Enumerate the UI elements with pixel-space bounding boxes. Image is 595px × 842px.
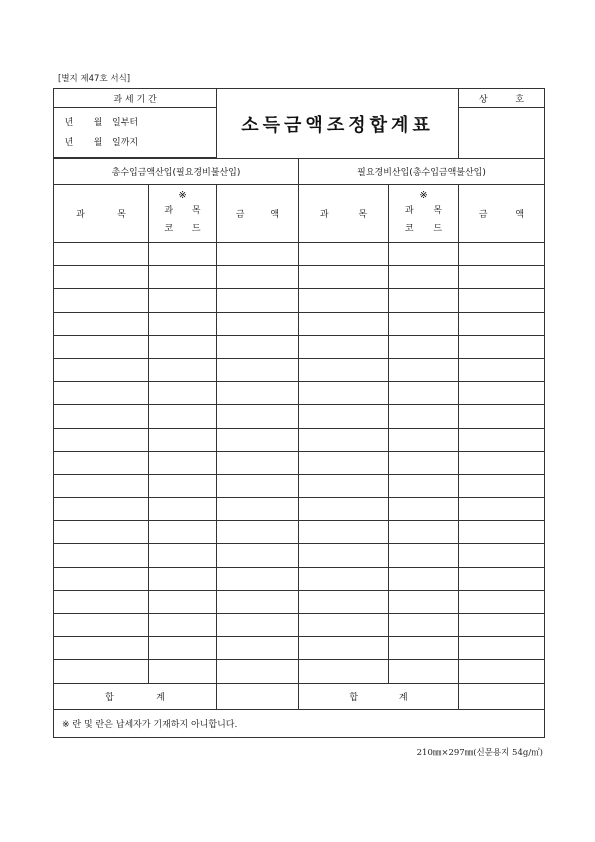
total-amount-left[interactable] [217, 683, 299, 709]
table-row [54, 243, 545, 266]
cell-r-amt[interactable] [459, 614, 545, 637]
cell-r-item[interactable] [299, 614, 389, 637]
cell-r-code[interactable] [389, 544, 459, 567]
cell-r-item[interactable] [299, 266, 389, 289]
total-label-right [299, 683, 459, 709]
adjustment-summary-form [53, 88, 545, 738]
cell-l-item[interactable] [54, 358, 149, 381]
cell-l-amt[interactable] [217, 405, 299, 428]
cell-r-amt[interactable] [459, 358, 545, 381]
col-amount-left [217, 185, 299, 243]
code-b1: 코 [404, 223, 414, 234]
cell-l-amt[interactable] [217, 266, 299, 289]
cell-r-item[interactable] [299, 544, 389, 567]
cell-l-code[interactable] [149, 289, 217, 312]
cell-l-code[interactable] [149, 498, 217, 521]
cell-r-item[interactable] [299, 382, 389, 405]
cell-l-code[interactable] [149, 405, 217, 428]
cell-l-item[interactable] [54, 544, 149, 567]
cell-r-code[interactable] [389, 637, 459, 660]
cell-r-amt[interactable] [459, 451, 545, 474]
cell-r-amt[interactable] [459, 312, 545, 335]
table-row [54, 428, 545, 451]
cell-r-item[interactable] [299, 405, 389, 428]
cell-l-item[interactable] [54, 521, 149, 544]
cell-r-amt[interactable] [459, 660, 545, 683]
cell-l-item[interactable] [54, 382, 149, 405]
cell-r-code[interactable] [389, 382, 459, 405]
cell-l-amt[interactable] [217, 544, 299, 567]
cell-r-code[interactable] [389, 358, 459, 381]
table-row [54, 289, 545, 312]
cell-r-code[interactable] [389, 474, 459, 497]
table-row [54, 405, 545, 428]
cell-r-item[interactable] [299, 428, 389, 451]
section-title-right [299, 159, 545, 185]
period-to-day: 일까지 [112, 137, 139, 148]
cell-l-code[interactable] [149, 335, 217, 358]
code-a2: 목 [191, 205, 201, 216]
table-row [54, 567, 545, 590]
cell-l-code[interactable] [149, 451, 217, 474]
table-row [54, 358, 545, 381]
cell-l-amt[interactable] [217, 498, 299, 521]
period-label [54, 89, 217, 108]
cell-l-amt[interactable] [217, 358, 299, 381]
cell-l-code[interactable] [149, 614, 217, 637]
table-row [54, 660, 545, 683]
form-title-cell [217, 89, 459, 159]
cell-r-amt[interactable] [459, 382, 545, 405]
cell-l-code[interactable] [149, 590, 217, 613]
period-dates[interactable] [54, 108, 217, 158]
code-b2: 드 [433, 223, 443, 234]
cell-r-amt[interactable] [459, 544, 545, 567]
cell-l-amt[interactable] [217, 382, 299, 405]
period-to-year: 년 [64, 137, 74, 148]
cell-l-item[interactable] [54, 451, 149, 474]
table-row [54, 521, 545, 544]
cell-l-code[interactable] [149, 544, 217, 567]
period-label-text: 과 세 기 간 [113, 94, 157, 105]
section-title-left [54, 159, 299, 185]
cell-l-code[interactable] [149, 567, 217, 590]
cell-r-item[interactable] [299, 521, 389, 544]
cell-l-item[interactable] [54, 312, 149, 335]
section-left-text: 총수입금액산입(필요경비불산입) [111, 168, 241, 178]
total-b: 계 [156, 692, 165, 703]
amount-a: 금 [235, 210, 245, 220]
cell-l-code[interactable] [149, 382, 217, 405]
cell-r-code[interactable] [389, 312, 459, 335]
cell-r-code[interactable] [389, 660, 459, 683]
cell-l-code[interactable] [149, 266, 217, 289]
code-b2: 드 [191, 223, 201, 234]
cell-r-code[interactable] [389, 567, 459, 590]
cell-l-code[interactable] [149, 660, 217, 683]
cell-r-code[interactable] [389, 266, 459, 289]
company-name-label [459, 89, 545, 108]
col-item-a: 과 [319, 210, 329, 220]
cell-r-amt[interactable] [459, 266, 545, 289]
cell-r-item[interactable] [299, 637, 389, 660]
table-row [54, 382, 545, 405]
total-label-left [54, 683, 217, 709]
cell-r-item[interactable] [299, 289, 389, 312]
cell-l-amt[interactable] [217, 660, 299, 683]
cell-r-item[interactable] [299, 590, 389, 613]
table-row [54, 474, 545, 497]
table-row [54, 451, 545, 474]
cell-l-amt[interactable] [217, 289, 299, 312]
cell-l-item[interactable] [54, 590, 149, 613]
cell-l-amt[interactable] [217, 474, 299, 497]
cell-l-amt[interactable] [217, 567, 299, 590]
cell-l-amt[interactable] [217, 312, 299, 335]
table-row [54, 266, 545, 289]
cell-r-code[interactable] [389, 590, 459, 613]
total-a: 합 [349, 692, 359, 703]
table-row [54, 335, 545, 358]
code-a1: 과 [164, 205, 174, 216]
cell-r-item[interactable] [299, 498, 389, 521]
cell-l-code[interactable] [149, 637, 217, 660]
cell-r-code[interactable] [389, 289, 459, 312]
code-mark: ※ [178, 189, 187, 201]
cell-l-amt[interactable] [217, 637, 299, 660]
cell-l-item[interactable] [54, 289, 149, 312]
col-item-right [299, 185, 389, 243]
cell-l-amt[interactable] [217, 335, 299, 358]
cell-l-item[interactable] [54, 567, 149, 590]
cell-r-amt[interactable] [459, 637, 545, 660]
cell-r-item[interactable] [299, 312, 389, 335]
period-to-month: 월 [93, 137, 103, 148]
paper-spec: 210㎜×297㎜(신문용지 54g/㎡) [416, 748, 543, 758]
cell-l-code[interactable] [149, 312, 217, 335]
cell-l-code[interactable] [149, 521, 217, 544]
cell-r-amt[interactable] [459, 590, 545, 613]
cell-r-code[interactable] [389, 451, 459, 474]
cell-r-code[interactable] [389, 335, 459, 358]
cell-l-amt[interactable] [217, 614, 299, 637]
cell-r-amt[interactable] [459, 474, 545, 497]
col-item-left [54, 185, 149, 243]
form-number: [별지 제47호 서식] [58, 74, 131, 84]
cell-l-item[interactable] [54, 614, 149, 637]
cell-r-item[interactable] [299, 335, 389, 358]
company-label-a: 상 [478, 94, 488, 105]
code-a2: 목 [433, 205, 443, 216]
cell-r-amt[interactable] [459, 428, 545, 451]
form-title: 소득금액조정합계표 [241, 114, 434, 136]
cell-r-code[interactable] [389, 498, 459, 521]
cell-l-item[interactable] [54, 498, 149, 521]
cell-l-code[interactable] [149, 243, 217, 266]
col-code-right [389, 185, 459, 243]
cell-l-amt[interactable] [217, 243, 299, 266]
cell-r-code[interactable] [389, 405, 459, 428]
cell-r-code[interactable] [389, 521, 459, 544]
cell-l-item[interactable] [54, 266, 149, 289]
period-from-year: 년 [64, 117, 74, 128]
cell-r-item[interactable] [299, 474, 389, 497]
cell-r-item[interactable] [299, 660, 389, 683]
col-item-b: 목 [358, 210, 368, 220]
total-a: 합 [105, 692, 114, 703]
table-row [54, 590, 545, 613]
cell-l-item[interactable] [54, 243, 149, 266]
table-row [54, 544, 545, 567]
code-a1: 과 [404, 205, 414, 216]
code-b1: 코 [164, 223, 174, 234]
col-item-b: 목 [117, 210, 126, 220]
col-code-left [149, 185, 217, 243]
amount-b: 액 [515, 210, 525, 220]
cell-r-amt[interactable] [459, 335, 545, 358]
cell-l-amt[interactable] [217, 590, 299, 613]
cell-r-code[interactable] [389, 428, 459, 451]
table-row [54, 312, 545, 335]
cell-l-item[interactable] [54, 335, 149, 358]
col-amount-right [459, 185, 545, 243]
company-name-field[interactable] [459, 108, 545, 159]
cell-l-code[interactable] [149, 358, 217, 381]
cell-r-item[interactable] [299, 567, 389, 590]
cell-l-amt[interactable] [217, 521, 299, 544]
cell-l-item[interactable] [54, 660, 149, 683]
col-item-a: 과 [76, 210, 85, 220]
cell-r-amt[interactable] [459, 567, 545, 590]
total-amount-right[interactable] [459, 683, 545, 709]
amount-a: 금 [478, 210, 488, 220]
code-mark: ※ [419, 189, 428, 201]
section-right-text: 필요경비산입(총수입금액불산입) [357, 168, 486, 178]
cell-l-item[interactable] [54, 637, 149, 660]
cell-l-item[interactable] [54, 428, 149, 451]
company-label-b: 호 [515, 94, 525, 105]
cell-r-amt[interactable] [459, 521, 545, 544]
period-from-month: 월 [93, 117, 103, 128]
amount-b: 액 [270, 210, 280, 220]
cell-l-item[interactable] [54, 474, 149, 497]
cell-l-code[interactable] [149, 474, 217, 497]
table-row [54, 614, 545, 637]
cell-r-item[interactable] [299, 358, 389, 381]
cell-r-item[interactable] [299, 243, 389, 266]
total-b: 계 [398, 692, 408, 703]
table-row [54, 498, 545, 521]
table-row [54, 637, 545, 660]
cell-l-code[interactable] [149, 428, 217, 451]
cell-r-code[interactable] [389, 614, 459, 637]
cell-r-item[interactable] [299, 451, 389, 474]
period-from-day: 일부터 [112, 117, 139, 128]
cell-r-code[interactable] [389, 243, 459, 266]
cell-r-amt[interactable] [459, 243, 545, 266]
cell-l-amt[interactable] [217, 428, 299, 451]
note: ※ 란 및 란은 납세자가 기재하지 아니합니다. [54, 709, 545, 737]
cell-r-amt[interactable] [459, 498, 545, 521]
cell-l-amt[interactable] [217, 451, 299, 474]
cell-l-item[interactable] [54, 405, 149, 428]
cell-r-amt[interactable] [459, 405, 545, 428]
cell-r-amt[interactable] [459, 289, 545, 312]
